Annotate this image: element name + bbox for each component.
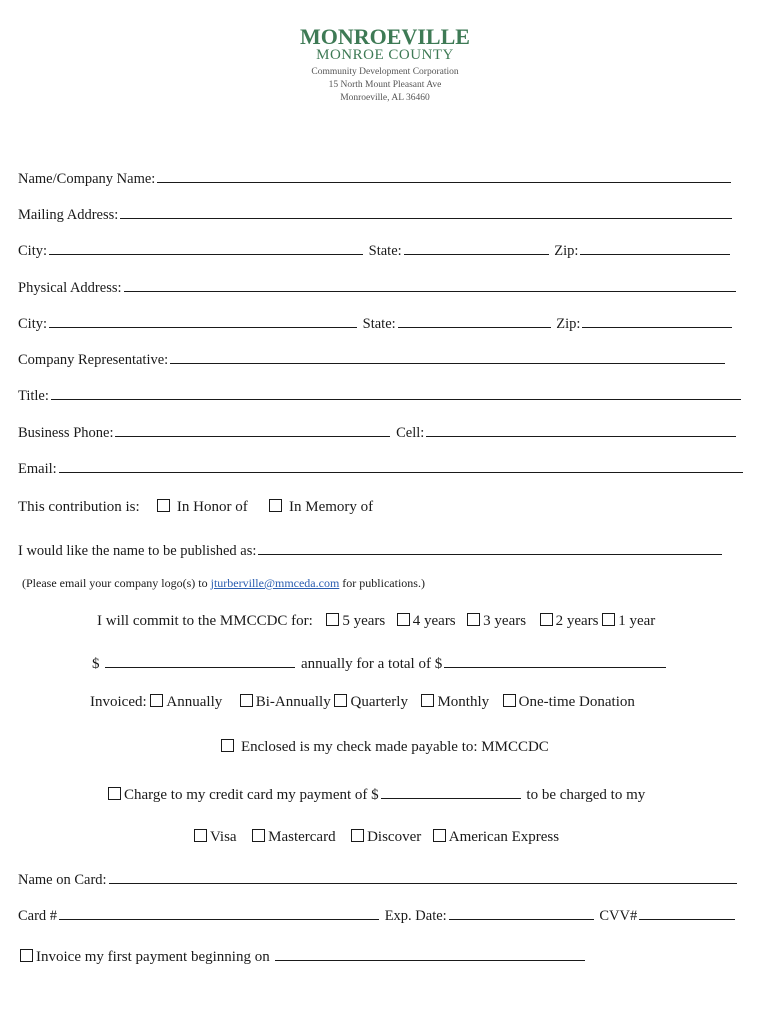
commit-option-label: 4 years — [412, 613, 456, 629]
physical-address-row — [18, 278, 738, 297]
card-number-field[interactable] — [59, 906, 379, 920]
invoice-option-label: Quarterly — [350, 694, 408, 710]
invoice-first-date-field[interactable] — [275, 947, 585, 961]
name-on-card-field[interactable] — [109, 870, 737, 884]
company-rep-field[interactable] — [170, 350, 725, 364]
card-type-row — [194, 829, 559, 846]
physical-address-label: Physical Address: — [18, 280, 122, 296]
email-field[interactable] — [59, 459, 743, 473]
in-memory-checkbox[interactable] — [269, 499, 282, 512]
phone-row — [18, 423, 738, 442]
logo-note — [22, 576, 425, 591]
state-label: State: — [362, 316, 396, 332]
zip-label: Zip: — [556, 316, 581, 332]
city-label: City: — [18, 243, 48, 259]
invoiced-label: Invoiced: — [90, 694, 147, 710]
commit-option-label: 2 years — [555, 613, 599, 629]
commit-row — [97, 613, 655, 630]
invoice-option-label: Bi-Annually — [255, 694, 331, 710]
mailing-zip-field[interactable] — [580, 241, 730, 255]
enclosed-check-row — [0, 739, 770, 756]
invoiced-row — [90, 694, 635, 711]
commit-1-year-checkbox[interactable] — [602, 613, 615, 626]
mailing-address-label: Mailing Address: — [18, 207, 119, 223]
logo-note-text: (Please email your company logo(s) to — [22, 576, 208, 590]
enclosed-check-label: Enclosed is my check made payable to: MMCCDC — [240, 739, 549, 755]
annual-amount-field[interactable] — [105, 654, 295, 668]
exp-date-field[interactable] — [449, 906, 594, 920]
exp-date-label: Exp. Date: — [384, 908, 447, 924]
invoice-biannually-checkbox[interactable] — [240, 694, 253, 707]
logo-subtitle: MONROE COUNTY — [316, 47, 454, 63]
annually-total-label: annually for a total of $ — [301, 656, 443, 672]
email-row — [18, 459, 745, 478]
mailing-city-row — [18, 241, 732, 260]
invoice-monthly-checkbox[interactable] — [421, 694, 434, 707]
publish-name-label: I would like the name to be published as: — [18, 543, 257, 559]
cell-field[interactable] — [426, 423, 736, 437]
invoice-option-label: One-time Donation — [518, 694, 635, 710]
charge-card-label: Charge to my credit card my payment of $ — [124, 787, 379, 803]
org-city: Monroeville, AL 36460 — [340, 93, 430, 103]
mastercard-checkbox[interactable] — [252, 829, 265, 842]
org-street: 15 North Mount Pleasant Ave — [328, 80, 442, 90]
logo-note-suffix: for publications.) — [342, 576, 425, 590]
cell-label: Cell: — [396, 425, 425, 441]
physical-state-field[interactable] — [398, 314, 551, 328]
amount-row — [92, 654, 668, 673]
name-company-field[interactable] — [157, 169, 731, 183]
card-type-label: American Express — [448, 829, 560, 845]
invoice-quarterly-checkbox[interactable] — [334, 694, 347, 707]
commit-2-years-checkbox[interactable] — [540, 613, 553, 626]
physical-zip-field[interactable] — [582, 314, 732, 328]
publish-name-row — [18, 541, 724, 560]
card-number-label: Card # — [18, 908, 58, 924]
business-phone-label: Business Phone: — [18, 425, 114, 441]
title-row — [18, 386, 743, 405]
in-honor-checkbox[interactable] — [157, 499, 170, 512]
physical-city-row — [18, 314, 734, 333]
invoice-first-row — [20, 947, 587, 966]
invoice-first-label: Invoice my first payment beginning on — [36, 949, 270, 965]
commit-label: I will commit to the MMCCDC for: — [97, 613, 313, 629]
state-label: State: — [368, 243, 402, 259]
mailing-address-field[interactable] — [120, 205, 732, 219]
card-type-label: Mastercard — [268, 829, 336, 845]
in-memory-label: In Memory of — [289, 499, 374, 515]
name-on-card-label: Name on Card: — [18, 872, 107, 888]
total-amount-field[interactable] — [444, 654, 666, 668]
name-on-card-row — [18, 870, 739, 889]
cvv-field[interactable] — [639, 906, 735, 920]
commit-option-label: 5 years — [342, 613, 386, 629]
dollar-sign: $ — [92, 656, 100, 672]
invoice-option-label: Monthly — [437, 694, 490, 710]
company-rep-row — [18, 350, 727, 369]
invoice-annually-checkbox[interactable] — [150, 694, 163, 707]
email-label: Email: — [18, 461, 57, 477]
name-company-label: Name/Company Name: — [18, 171, 156, 187]
zip-label: Zip: — [554, 243, 579, 259]
city-label: City: — [18, 316, 48, 332]
invoice-option-label: Annually — [166, 694, 223, 710]
american-express-checkbox[interactable] — [433, 829, 446, 842]
title-label: Title: — [18, 388, 49, 404]
title-field[interactable] — [51, 386, 741, 400]
charge-card-suffix: to be charged to my — [526, 787, 646, 803]
mailing-city-field[interactable] — [49, 241, 363, 255]
logo-email-link[interactable]: jturberville@mmceda.com — [210, 576, 340, 590]
mailing-state-field[interactable] — [404, 241, 549, 255]
charge-card-row — [108, 785, 645, 804]
commit-option-label: 1 year — [618, 613, 656, 629]
in-honor-label: In Honor of — [176, 499, 248, 515]
company-rep-label: Company Representative: — [18, 352, 169, 368]
name-company-row — [18, 169, 733, 188]
logo-title: MONROEVILLE — [300, 24, 470, 49]
card-type-label: Discover — [367, 829, 422, 845]
charge-card-checkbox[interactable] — [108, 787, 121, 800]
invoice-first-checkbox[interactable] — [20, 949, 33, 962]
card-number-row — [18, 906, 737, 925]
physical-address-field[interactable] — [124, 278, 736, 292]
contribution-row — [18, 499, 373, 516]
business-phone-field[interactable] — [115, 423, 390, 437]
discover-checkbox[interactable] — [351, 829, 364, 842]
commit-3-years-checkbox[interactable] — [467, 613, 480, 626]
charge-amount-field[interactable] — [381, 785, 521, 799]
contribution-label: This contribution is: — [18, 499, 140, 515]
letterhead — [300, 26, 470, 105]
commit-4-years-checkbox[interactable] — [397, 613, 410, 626]
org-name: Community Development Corporation — [311, 67, 459, 77]
physical-city-field[interactable] — [49, 314, 357, 328]
commit-option-label: 3 years — [483, 613, 527, 629]
card-type-label: Visa — [210, 829, 237, 845]
visa-checkbox[interactable] — [194, 829, 207, 842]
mailing-address-row — [18, 205, 734, 224]
publish-name-field[interactable] — [258, 541, 722, 555]
enclosed-check-checkbox[interactable] — [221, 739, 234, 752]
commit-5-years-checkbox[interactable] — [326, 613, 339, 626]
invoice-one-time-checkbox[interactable] — [503, 694, 516, 707]
cvv-label: CVV# — [599, 908, 638, 924]
